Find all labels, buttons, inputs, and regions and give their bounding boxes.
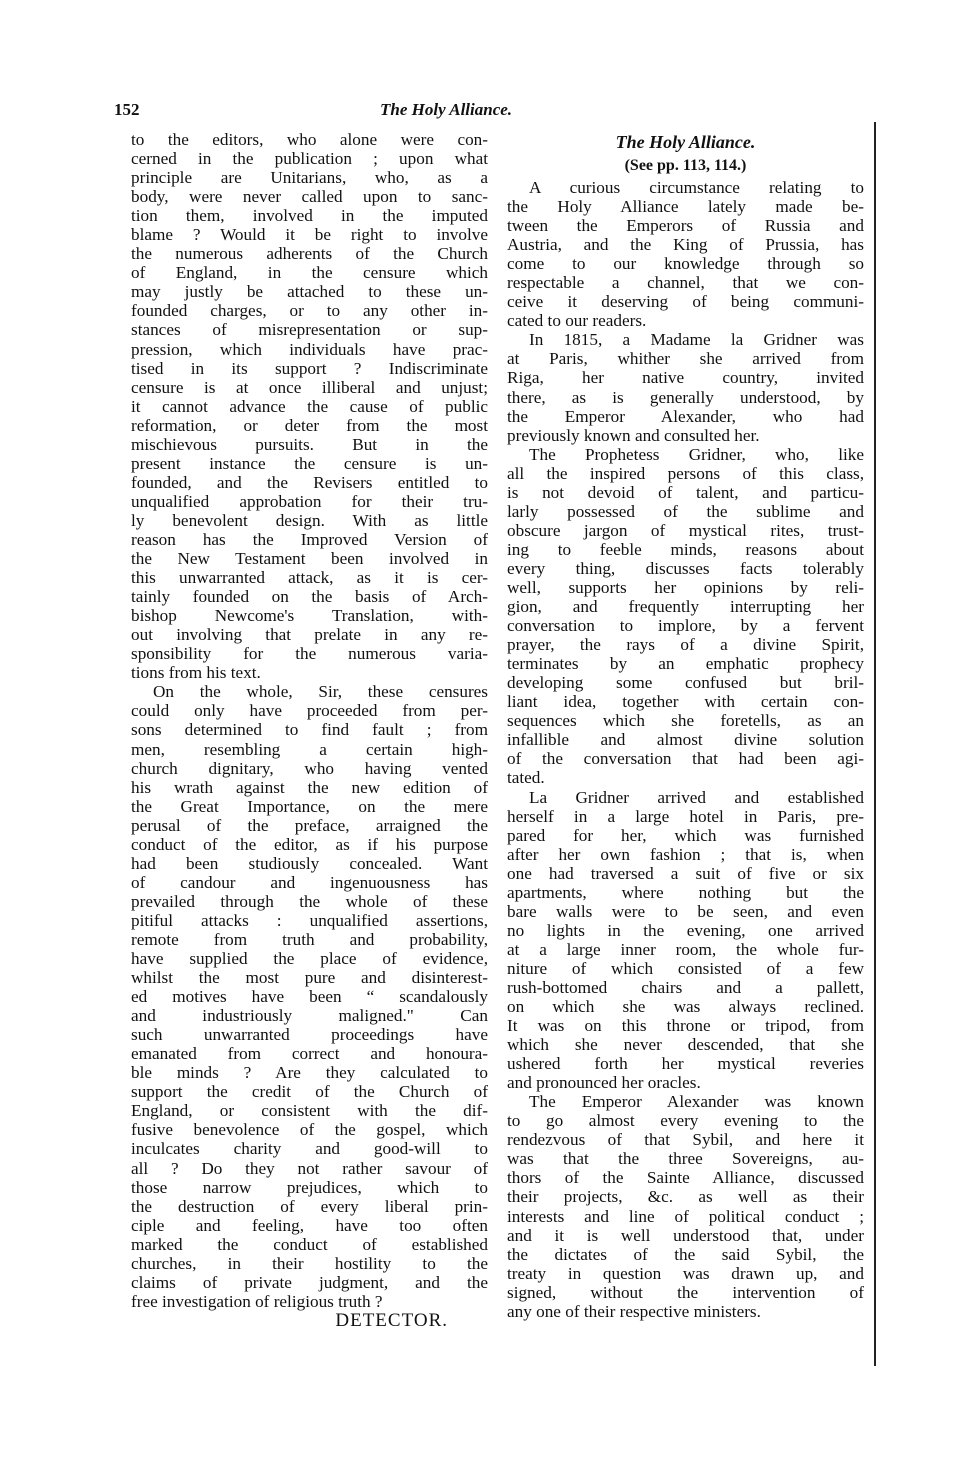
text-line: there, as is generally understood, by	[507, 387, 864, 407]
running-head: The Holy Alliance.	[380, 100, 513, 119]
text-line: church dignitary, who having vented	[131, 758, 488, 778]
text-line: pitiful attacks : unqualified assertions,	[131, 910, 488, 930]
text-line: tion them, involved in the imputed	[131, 206, 488, 226]
text-line: any one of their respective ministers.	[507, 1301, 761, 1321]
text-line: pression, which individuals have prac-	[131, 339, 488, 359]
text-line: of England, in the censure which	[131, 263, 488, 283]
text-line: sponsibility for the numerous varia-	[131, 644, 488, 664]
text-line: of the conversation that had been agi-	[507, 749, 864, 769]
text-line: larly possessed of the sublime and	[507, 501, 864, 521]
text-line: apartments, where nothing but the	[507, 882, 864, 902]
page-number: 152	[114, 100, 140, 119]
text-line: principle are Unitarians, who, as a	[131, 168, 488, 188]
text-line: censure is at once illiberal and unjust;	[131, 377, 488, 397]
text-line: ing to feeble minds, reasons about	[507, 539, 864, 559]
text-line: signed, without the intervention of	[507, 1282, 864, 1302]
text-line: mischievous pursuits. But in the	[131, 434, 488, 454]
right-rule	[874, 122, 876, 1366]
text-line: reason has the Improved Version of	[131, 529, 488, 549]
text-line: the Great Importance, on the mere	[131, 796, 488, 816]
text-line: the Holy Alliance lately made be-	[507, 197, 864, 217]
text-line: The Emperor Alexander was known	[529, 1092, 864, 1112]
signature: DETECTOR.	[335, 1309, 448, 1331]
text-line: thors of the Sainte Alliance, discussed	[507, 1168, 864, 1188]
text-line: the destruction of every liberal prin-	[131, 1196, 488, 1216]
text-line: it cannot advance the cause of public	[131, 396, 488, 416]
text-line: blame ? Would it be right to involve	[131, 225, 488, 245]
text-line: In 1815, a Madame la Gridner was	[529, 330, 864, 350]
text-line: respectable a channel, that we con-	[507, 273, 864, 293]
text-line: liant idea, together with certain con-	[507, 692, 864, 712]
text-line: the Emperor Alexander, who had	[507, 406, 864, 426]
text-line: founded charges, or to any other in-	[131, 301, 488, 321]
text-line: at Paris, whither she arrived from	[507, 349, 864, 369]
text-line: La Gridner arrived and established	[529, 787, 864, 807]
text-line: was that the three Sovereigns, au-	[507, 1149, 864, 1169]
text-line: infallible and almost divine solution	[507, 730, 864, 750]
text-line: inculcates charity and good-will to	[131, 1139, 488, 1159]
text-line: unqualified approbation for their tru-	[131, 491, 488, 511]
text-line: whilst the most pure and disinterest-	[131, 968, 488, 988]
text-line: present instance the censure is un-	[131, 453, 488, 473]
text-line: prevailed through the whole of these	[131, 891, 488, 911]
text-line: ed motives have been “ scandalously	[131, 987, 488, 1007]
text-line: niture of which consisted of a few	[507, 958, 864, 978]
text-line: the numerous adherents of the Church	[131, 244, 488, 264]
text-line: of candour and ingenuousness has	[131, 872, 488, 892]
text-line: is not devoid of talent, and particu-	[507, 482, 864, 502]
text-line: on which she was always reclined.	[507, 997, 864, 1017]
text-line: claims of private judgment, and the	[131, 1272, 488, 1292]
text-line: and pronounced her oracles.	[507, 1073, 701, 1093]
text-line: Riga, her native country, invited	[507, 368, 864, 388]
text-line: cerned in the publication ; upon what	[131, 149, 488, 169]
text-line: churches, in their hostility to the	[131, 1253, 488, 1273]
text-line: fusive benevolence of the gospel, which	[131, 1120, 488, 1140]
text-line: ushered forth her mystical reveries	[507, 1054, 864, 1074]
text-line: It was on this throne or tripod, from	[507, 1016, 864, 1036]
text-line: England, or consistent with the dif-	[131, 1101, 488, 1121]
text-line: A curious circumstance relating to	[529, 178, 864, 197]
text-line: ceive it deserving of being communi-	[507, 292, 864, 312]
text-line: to go almost every evening to the	[507, 1111, 864, 1131]
text-line: previously known and consulted her.	[507, 425, 760, 445]
text-line: come to our knowledge through so	[507, 254, 864, 274]
text-line: emanated from correct and honoura-	[131, 1044, 488, 1064]
article-reference: (See pp. 113, 114.)	[624, 157, 747, 174]
text-line: bishop Newcome's Translation, with-	[131, 606, 488, 626]
text-line: out involving that prelate in any re-	[131, 625, 488, 645]
article-title: The Holy Alliance.	[615, 132, 756, 152]
text-line: interests and line of political conduct ;	[507, 1206, 864, 1226]
text-line: which she never descended, that she	[507, 1035, 864, 1055]
text-line: treaty in question was drawn up, and	[507, 1263, 864, 1283]
text-line: their projects, &c. as well as their	[507, 1187, 864, 1207]
text-line: herself in a large hotel in Paris, pre-	[507, 806, 864, 826]
text-line: tions from his text.	[131, 663, 261, 683]
text-line: The Prophetess Gridner, who, like	[529, 444, 864, 464]
text-line: tween the Emperors of Russia and	[507, 216, 864, 236]
text-line: may justly be attached to these un-	[131, 282, 488, 302]
text-line: sequences which she foretells, as an	[507, 711, 864, 731]
text-line: conduct of the editor, as if his purpose	[131, 834, 488, 854]
text-line: after her own fashion ; that is, when	[507, 844, 864, 864]
text-line: founded, and the Revisers entitled to	[131, 472, 488, 492]
text-line: On the whole, Sir, these censures	[153, 682, 488, 702]
text-line: and it is well understood that, under	[507, 1225, 864, 1245]
text-line: all ? Do they not rather savour of	[131, 1158, 488, 1178]
text-line: rendezvous of that Sybil, and here it	[507, 1130, 864, 1150]
text-line: all the inspired persons of this class,	[507, 463, 864, 483]
text-line: ciple and feeling, have too often	[131, 1215, 488, 1235]
text-line: cated to our readers.	[507, 311, 647, 331]
text-line: could only have proceeded from per-	[131, 701, 488, 721]
text-line: at a large inner room, the whole fur-	[507, 939, 864, 959]
text-line: tainly founded on the basis of Arch-	[131, 587, 488, 607]
text-line: this unwarranted attack, as it is cer-	[131, 568, 488, 588]
text-line: ly benevolent design. With as little	[131, 510, 488, 530]
text-line: conversation to implore, by a fervent	[507, 616, 864, 636]
text-line: no lights in the evening, one arrived	[507, 920, 864, 940]
text-line: to the editors, who alone were con-	[131, 130, 488, 149]
text-line: the New Testament been involved in	[131, 549, 488, 569]
text-line: reformation, or deter from the most	[131, 415, 488, 435]
text-line: well, supports her opinions by reli-	[507, 577, 864, 597]
text-line: those narrow prejudices, which to	[131, 1177, 488, 1197]
text-line: prayer, the rays of a divine Spirit,	[507, 635, 864, 655]
text-line: had been studiously concealed. Want	[131, 853, 488, 873]
text-line: men, resembling a certain high-	[131, 739, 488, 759]
text-line: sons determined to find fault ; from	[131, 720, 488, 740]
text-line: bare walls were to be seen, and even	[507, 901, 864, 921]
text-line: body, were never called upon to sanc-	[131, 187, 488, 207]
text-line: ble minds ? Are they calculated to	[131, 1063, 488, 1083]
text-line: terminates by an emphatic prophecy	[507, 654, 864, 674]
text-line: perusal of the preface, arraigned the	[131, 815, 488, 835]
text-line: remote from truth and probability,	[131, 929, 488, 949]
text-line: have supplied the place of evidence,	[131, 949, 488, 969]
text-line: marked the conduct of established	[131, 1234, 488, 1254]
text-line: free investigation of religious truth ?	[131, 1291, 383, 1311]
text-line: every thing, discusses facts tolerably	[507, 558, 864, 578]
text-line: and industriously maligned." Can	[131, 1006, 488, 1026]
text-line: one had traversed a suit of five or six	[507, 863, 864, 883]
text-line: tised in its support ? Indiscriminate	[131, 358, 488, 378]
text-line: Austria, and the King of Prussia, has	[507, 235, 864, 255]
right-column	[507, 130, 864, 1321]
left-column	[131, 130, 488, 1331]
text-line: stances of misrepresentation or sup-	[131, 320, 488, 340]
text-line: gion, and frequently interrupting her	[507, 597, 864, 617]
text-line: his wrath against the new edition of	[131, 777, 488, 797]
text-line: such unwarranted proceedings have	[131, 1025, 488, 1045]
text-line: support the credit of the Church of	[131, 1082, 488, 1102]
text-line: obscure jargon of mystical rites, trust-	[507, 520, 864, 540]
text-line: the dictates of the said Sybil, the	[507, 1244, 864, 1264]
text-line: rush-bottomed chairs and a pallett,	[507, 977, 864, 997]
text-line: pared for her, which was furnished	[507, 825, 864, 845]
text-line: tated.	[507, 768, 545, 788]
text-line: developing some confused but bril-	[507, 673, 864, 693]
